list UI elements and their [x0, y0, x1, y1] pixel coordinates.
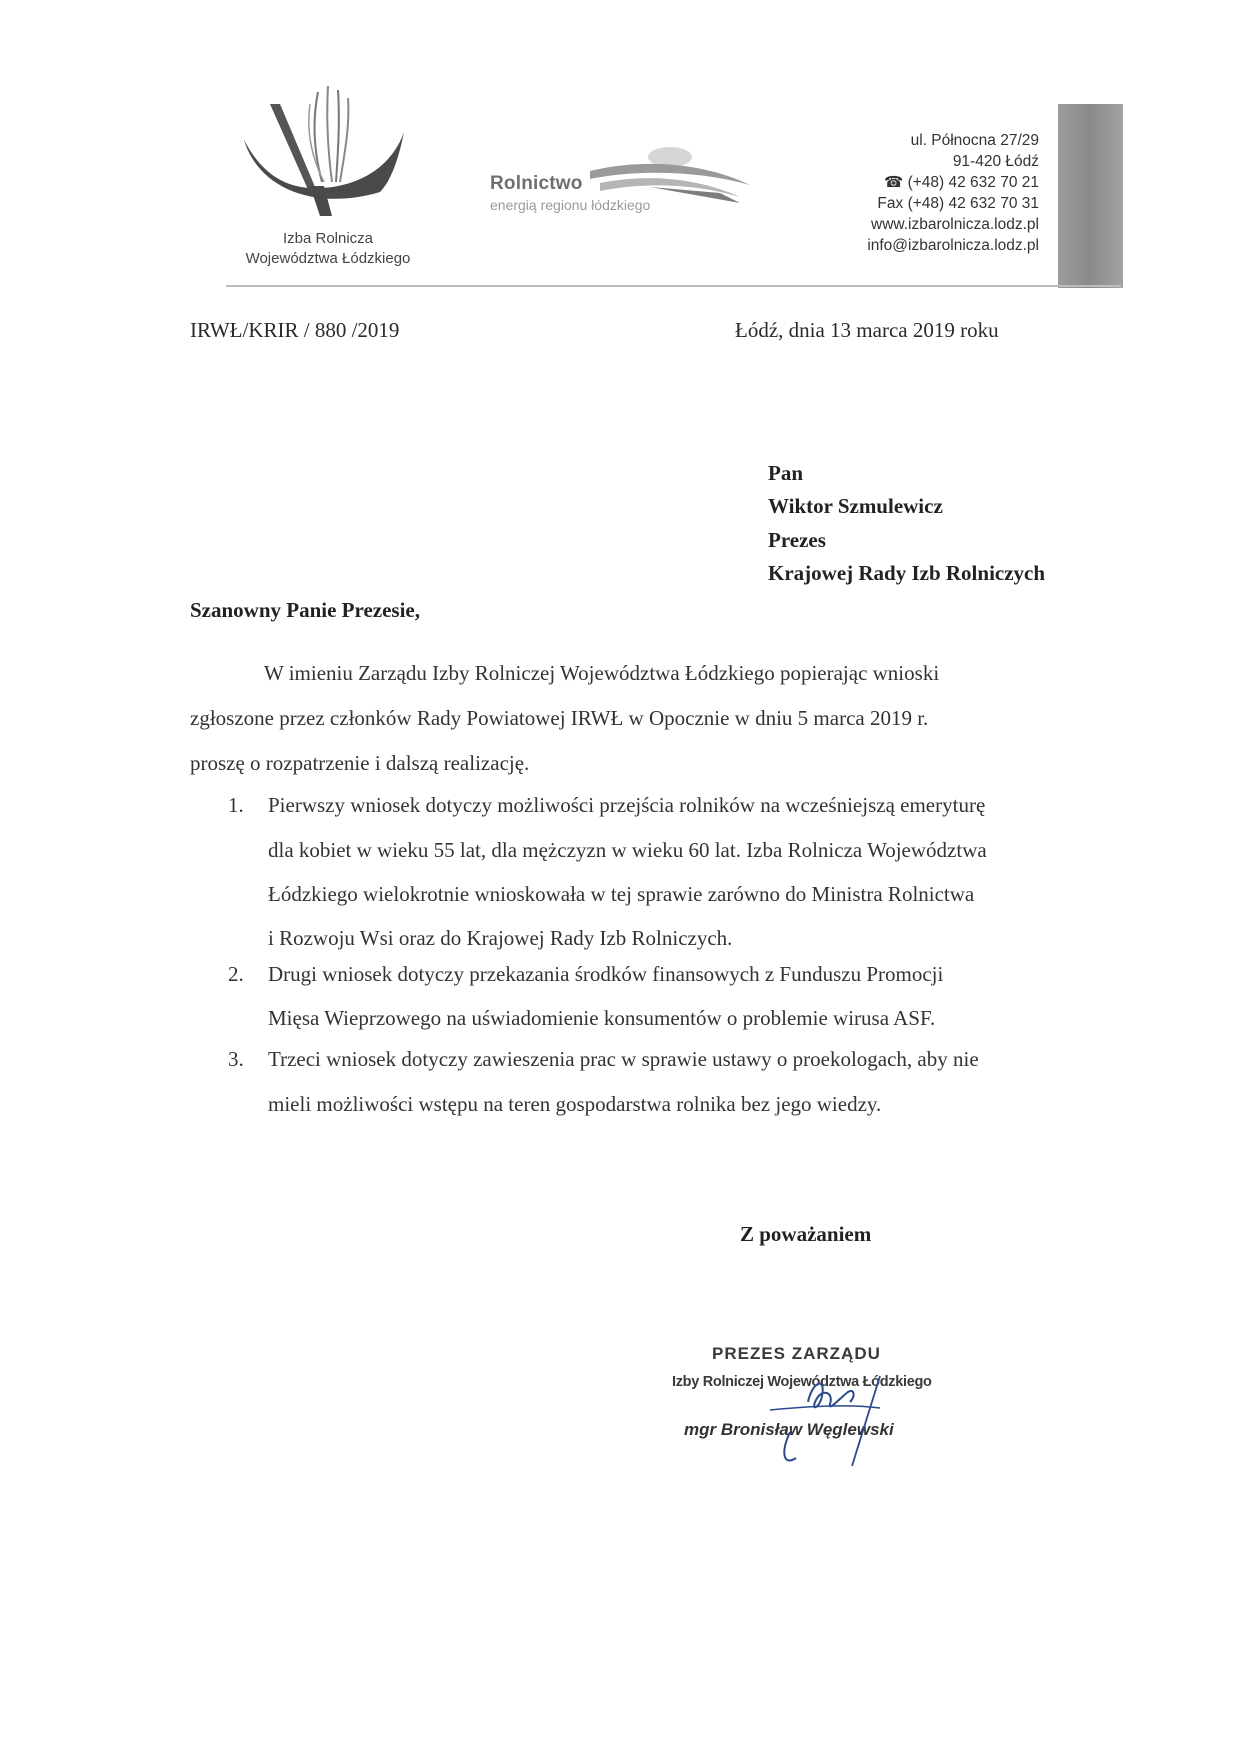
stamp-title: PREZES ZARZĄDU [712, 1344, 881, 1363]
addressee-line-2: Wiktor Szmulewicz [768, 494, 943, 518]
stamp-organization: Izby Rolniczej Województwa Łódzkiego [672, 1374, 932, 1390]
org-name-line2: Województwa Łódzkiego [245, 250, 411, 267]
contact-email: info@izbarolnicza.lodz.pl [867, 237, 1039, 254]
contact-city: 91-420 Łódź [952, 153, 1039, 170]
signature-stamp [660, 1344, 960, 1454]
item-number: 2. [228, 962, 244, 986]
intro-line-2: zgłoszone przez członków Rady Powiatowej IRWŁ w Opocznie w dniu 5 marca 2019 r. [190, 706, 929, 730]
org-name-line1: Izba Rolnicza [282, 230, 374, 247]
campaign-title: Rolnictwo [490, 173, 583, 194]
addressee-line-3: Prezes [768, 528, 826, 552]
handwritten-signature-icon [730, 1362, 930, 1472]
item-2-line-1: Drugi wniosek dotyczy przekazania środków finansowych z Funduszu Promocji [268, 962, 944, 986]
item-1-line-2: dla kobiet w wieku 55 lat, dla mężczyzn w wieku 60 lat. Izba Rolnicza Województwa [268, 838, 987, 862]
contact-street: ul. Północna 27/29 [910, 132, 1039, 149]
campaign-logo [490, 145, 750, 225]
header-gray-bar [1058, 104, 1123, 288]
contact-www: www.izbarolnicza.lodz.pl [871, 216, 1039, 233]
item-1-line-1: Pierwszy wniosek dotyczy możliwości przejścia rolników na wcześniejszą emeryturę [268, 793, 986, 817]
header-divider [226, 285, 1121, 287]
addressee-line-1: Pan [768, 461, 804, 485]
izba-rolnicza-emblem-icon [240, 82, 416, 222]
item-number: 3. [228, 1047, 244, 1071]
stamp-signatory-name: mgr Bronisław Węglewski [684, 1420, 894, 1439]
intro-line-1: W imieniu Zarządu Izby Rolniczej Województwa Łódzkiego popierając wnioski [264, 661, 940, 685]
item-1-line-4: i Rozwoju Wsi oraz do Krajowej Rady Izb Rolniczych. [268, 926, 733, 950]
place-date: Łódź, dnia 13 marca 2019 roku [735, 318, 999, 342]
contact-phone: ☎ (+48) 42 632 70 21 [883, 174, 1039, 191]
org-logo [228, 82, 428, 272]
item-2-line-2: Mięsa Wieprzowego na uświadomienie konsumentów o problemie wirusa ASF. [268, 1006, 936, 1030]
reference-number: IRWŁ/KRIR / 880 /2019 [190, 318, 400, 342]
salutation: Szanowny Panie Prezesie, [190, 598, 420, 622]
addressee-line-4: Krajowej Rady Izb Rolniczych [768, 561, 1046, 585]
contact-block [867, 130, 1039, 256]
item-1-line-3: Łódzkiego wielokrotnie wnioskowała w tej sprawie zarówno do Ministra Rolnictwa [268, 882, 975, 906]
intro-line-3: proszę o rozpatrzenie i dalszą realizację. [190, 751, 530, 775]
campaign-subtitle: energią regionu łódzkiego [490, 197, 651, 213]
item-number: 1. [228, 793, 244, 817]
item-3-line-2: mieli możliwości wstępu na teren gospodarstwa rolnika bez jego wiedzy. [268, 1092, 882, 1116]
contact-fax: Fax (+48) 42 632 70 31 [877, 195, 1039, 212]
item-3-line-1: Trzeci wniosek dotyczy zawieszenia prac w sprawie ustawy o proekologach, aby nie [268, 1047, 979, 1071]
closing-phrase: Z poważaniem [740, 1222, 872, 1246]
